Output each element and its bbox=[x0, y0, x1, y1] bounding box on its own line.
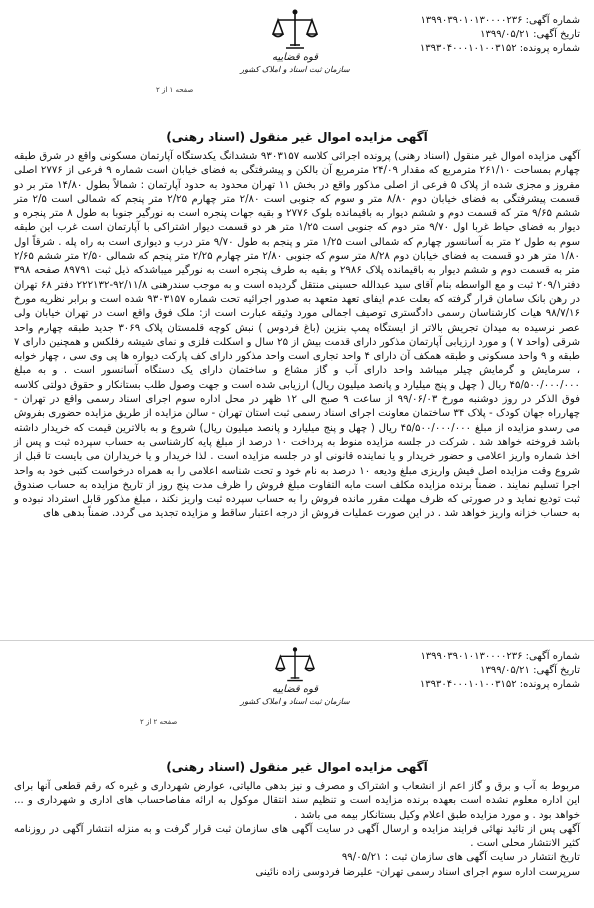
notice-number: شماره آگهی: ۱۳۹۹۰۳۹۰۱۰۱۳۰۰۰۰۲۳۶ bbox=[420, 15, 580, 26]
signature-line: سرپرست اداره سوم اجرای اسناد رسمی تهران- علیرضا فردوسی زاده نائینی bbox=[255, 866, 580, 878]
emblem-title: قوه قضاییه bbox=[271, 684, 319, 695]
notice-publication-note: آگهی پس از تائید نهائی فرایند مزایده و ارسال آگهی در سایت آگهی های سازمان ثبت قرار گرفت و به منزله انتشار آگهی در روزنامه کثیر الانتشار محلی است . bbox=[14, 823, 580, 850]
emblem-organization: سازمان ثبت اسناد و املاک کشور bbox=[240, 65, 350, 74]
scales-of-justice-icon bbox=[275, 646, 315, 684]
notice-number: شماره آگهی: ۱۳۹۹۰۳۹۰۱۰۱۳۰۰۰۰۲۳۶ bbox=[420, 651, 580, 662]
publish-date: تاریخ انتشار در سایت آگهی های سازمان ثبت : ۹۹/۰۵/۲۱ bbox=[341, 852, 580, 864]
notice-date: تاریخ آگهی: ۱۳۹۹/۰۵/۲۱ bbox=[480, 665, 580, 676]
scales-of-justice-icon bbox=[272, 8, 318, 52]
notice-title: آگهی مزایده اموال غیر منقول (اسناد رهنی) bbox=[166, 760, 428, 774]
notice-paragraph: مربوط به آب و برق و گاز اعم از انشعاب و اشتراک و مصرف و نیز بدهی مالیاتی، عوارض شهرداری و غیره که رقم قطعی آنها برای این اداره معلوم نشده است بعهده برنده مزایده است و تنظیم سند انتقال موکول به ارائه مفاصاحساب های اداری و شهرداری و ... خواهد بود . و مورد مزایده طبق اعلام وکیل بستانکار بیمه می باشد . bbox=[14, 781, 580, 821]
notice-body bbox=[14, 780, 580, 880]
notice-meta bbox=[420, 14, 580, 56]
emblem-organization: سازمان ثبت اسناد و املاک کشور bbox=[240, 697, 350, 706]
notice-body bbox=[14, 150, 580, 522]
notice-meta bbox=[420, 650, 580, 692]
emblem-title: قوه قضاییه bbox=[271, 52, 319, 63]
page-indicator: صفحه ۲ از ۲ bbox=[140, 718, 178, 726]
judiciary-emblem bbox=[240, 8, 350, 75]
file-number: شماره پرونده: ۱۳۹۳۰۴۰۰۰۱۰۱۰۰۳۱۵۲ bbox=[419, 43, 580, 54]
file-number: شماره پرونده: ۱۳۹۳۰۴۰۰۰۱۰۱۰۰۳۱۵۲ bbox=[419, 679, 580, 690]
notice-paragraph: آگهی مزایده اموال غیر منقول (اسناد رهنی) پرونده اجرائی کلاسه ۹۳۰۳۱۵۷ ششدانگ یکدستگاه آپارتمان مسکونی واقع در شرق طبقه چهارم بمساحت ۲۶۱/۱۰ مترمربع که مقدار ۲۴/۰۹ مترمربع آن بالکن و پیشرفتگی به فضای خیابان است شماره ۹ فرعی از ۲۷۷۶ اصلی مفروز و مجزی شده از پلاک ۵ فرعی از اصلی مذکور واقع در بخش ۱۱ تهران محدود به حدود آپارتمان : شمالاً بطول ۱۴/۸۰ متر بر دو قسمت پیشرفتگی به فضای خیابان دوم ۸/۸۰ متر و سوم که جنوبی است ۲/۸۰ متر چهارم ۲/۲۵ متر پنجم که شمالی است ۲/۵ متر ششم ۹/۶۵ متر که قسمت دوم و ششم دیوار به باقیمانده بلوک ۲۷۷۶ و بقیه جهات پنجره است به نورگیر جنوبا به طول ۸ متر پنجره و دیوار به فضای حیاط غربا اول ۹/۷۰ متر دوم که جنوبی است ۱/۲۵ متر هر دو قسمت دیوار اشتراکی با آپارتمان است غرب این طبقه سوم به طول ۲ متر به آسانسور چهارم که شمالی است ۱/۲۵ متر و پنجم به طول ۹/۷۰ متر درب و دیواری است به راه پله . شرقاً اول ۱/۸۰ متر هر دو قسمت به فضای خیابان دوم ۸/۲۸ متر سوم که جنوبی ۲/۸۰ متر چهارم ۲/۲۵ متر پنجم که شمالی ۲/۵۰ متر ششم ۲/۶۵ متر به قسمت دوم و ششم دیوار به باقیمانده پلاک ۲۹۸۶ و بقیه به طرف پنجره است به نورگیر میباشدکه ذیل ثبت ۸۹۷۹۱ صفحه ۳۹۸ دفتر۲۰۹/۱ ثبت و مع الواسطه بنام آقای سید عبدالله حسینی منتقل گردیده است و به موجب سندرهنی ۹۲/۱۱/۸-۲۲۲۱۳۲ دفتر ۶۸ تهران در رهن بانک سامان قرار گرفته که بعلت عدم ایفای تعهد متعهد به صدور اجرائیه تحت شماره ۹۳۰۳۱۵۷ شده است و برابر نظریه مورخ ۹۸/۷/۱۶ هیات کارشناسان رسمی دادگستری توصیف اجمالی مورد وثیقه عبارت است از: ملک فوق واقع است در تهران خیابان ولی عصر نرسیده به میدان تجریش بالاتر از ایستگاه پمپ بنزین (باغ فردوس ) نبش کوچه قلمستان پلاک ۳۰۶۹ جدید طبقه چهارم واحد شرقی (واحد ۷ ) و مورد ارزیابی آپارتمان مذکور دارای قدمت بیش از ۲۵ سال و اسکلت فلزی و نمای شیشه رفلکس و همچنین دارای ۷ طبقه و ۹ واحد مسکونی و طبقه همکف آن دارای ۴ واحد تجاری است واحد مذکور دارای کف پارکت دیواره ها پی وی سی ، چهار خوابه ، سرمایش و گرمایش چیلر میباشد واحد دارای آب و گاز مشاع و ساختمان دارای یک دستگاه آسانسور است . و به مبلغ ۴۵/۵۰۰/۰۰۰/۰۰۰ ریال ( چهل و پنج میلیارد و پانصد میلیون ریال) ارزیابی شده است و جهت وصول طلب بستانکار و حقوق دولتی کلاسه فوق الذکر در روز دوشنبه مورخ ۹۹/۰۶/۰۳ از ساعت ۹ صبح الی ۱۲ ظهر در محل اداره سوم اجرای اسناد رسمی واقع در تهران - چهارراه جهان کودک - پلاک ۳۴ ساختمان معاونت اجرای اسناد رسمی ثبت استان تهران - سالن مزایده از طریق مزایده حضوری بفروش می رسدو مزایده از مبلغ ۴۵/۵۰۰/۰۰۰/۰۰۰ ریال ( چهل و پنج میلیارد و پانصد میلیون ریال) شروع و به بالاترین قیمت که خریدار داشته باشد فروخته خواهد شد . شرکت در جلسه مزایده منوط به پرداخت ۱۰ درصد از مبلغ پایه کارشناسی به حساب سپرده ثبت و پس از اخذ شماره واریز اعلامی و حضور خریدار و یا نماینده قانونی او در جلسه مزایده است . لذا خریدار و یا خریداران می بایست تا قبل از شروع وقت مزایده اصل فیش واریزی مبلغ ودیعه ۱۰ درصد به نام خود و تحت شناسه اعلامی را به همراه درخواست کتبی خود به واحد اجرا تسلیم نمایند . ضمناً برنده مزایده مکلف است مابه التفاوت مبلغ فروش را ظرف مدت پنج روز از تاریخ مزایده به حساب صندوق ثبت تودیع نماید و در صورتی که ظرف مهلت مقرر مانده فروش را به حساب سپرده ثبت واریز نکند ، مبلغ مذکور قابل استرداد نبوده و به حساب خزانه واریز خواهد شد . در این صورت عملیات فروش از درجه اعتبار ساقط و مزایده تجدید می گردد. ضمناً بدهی های bbox=[14, 151, 581, 520]
judiciary-emblem bbox=[240, 646, 350, 707]
notice-date: تاریخ آگهی: ۱۳۹۹/۰۵/۲۱ bbox=[480, 29, 580, 40]
document-page-2 bbox=[0, 640, 594, 908]
page-indicator: صفحه ۱ از ۲ bbox=[156, 86, 194, 94]
notice-title: آگهی مزایده اموال غیر منقول (اسناد رهنی) bbox=[166, 130, 428, 144]
